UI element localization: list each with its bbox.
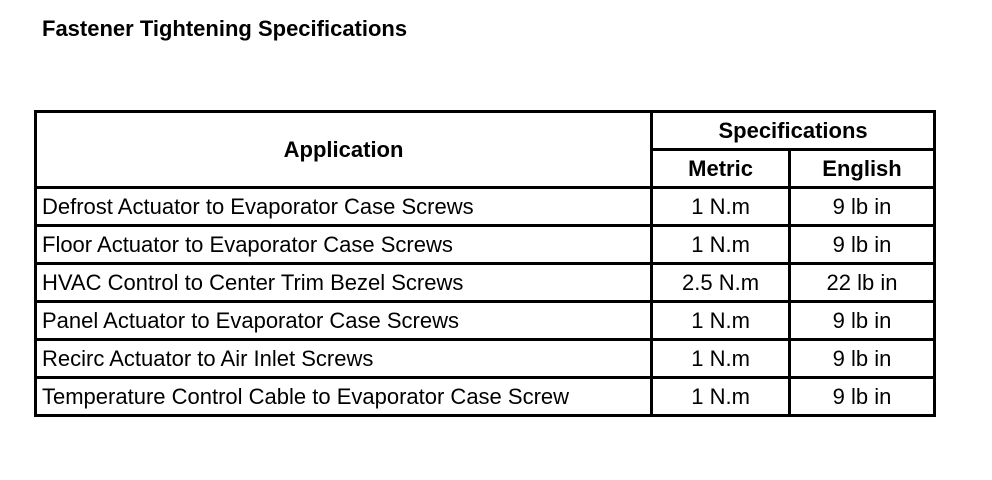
table-header-row bbox=[36, 112, 935, 150]
application-cell: Recirc Actuator to Air Inlet Screws bbox=[36, 340, 652, 378]
table-row bbox=[36, 302, 935, 340]
header-english: English bbox=[790, 150, 935, 188]
metric-cell: 1 N.m bbox=[652, 340, 790, 378]
english-cell: 9 lb in bbox=[790, 302, 935, 340]
metric-cell: 1 N.m bbox=[652, 226, 790, 264]
table-row bbox=[36, 340, 935, 378]
fastener-spec-table bbox=[34, 110, 936, 417]
english-cell: 9 lb in bbox=[790, 226, 935, 264]
page-title: Fastener Tightening Specifications bbox=[42, 16, 408, 41]
header-metric: Metric bbox=[652, 150, 790, 188]
metric-cell: 2.5 N.m bbox=[652, 264, 790, 302]
header-application: Application bbox=[36, 112, 652, 188]
application-cell: HVAC Control to Center Trim Bezel Screws bbox=[36, 264, 652, 302]
application-cell: Defrost Actuator to Evaporator Case Screws bbox=[36, 188, 652, 226]
english-cell: 9 lb in bbox=[790, 188, 935, 226]
english-cell: 22 lb in bbox=[790, 264, 935, 302]
application-cell: Temperature Control Cable to Evaporator Case Screw bbox=[36, 378, 652, 416]
english-cell: 9 lb in bbox=[790, 340, 935, 378]
header-specifications: Specifications bbox=[652, 112, 935, 150]
table-row bbox=[36, 188, 935, 226]
table-row bbox=[36, 264, 935, 302]
table-row bbox=[36, 226, 935, 264]
table-row bbox=[36, 378, 935, 416]
metric-cell: 1 N.m bbox=[652, 188, 790, 226]
metric-cell: 1 N.m bbox=[652, 302, 790, 340]
application-cell: Panel Actuator to Evaporator Case Screws bbox=[36, 302, 652, 340]
application-cell: Floor Actuator to Evaporator Case Screws bbox=[36, 226, 652, 264]
english-cell: 9 lb in bbox=[790, 378, 935, 416]
metric-cell: 1 N.m bbox=[652, 378, 790, 416]
